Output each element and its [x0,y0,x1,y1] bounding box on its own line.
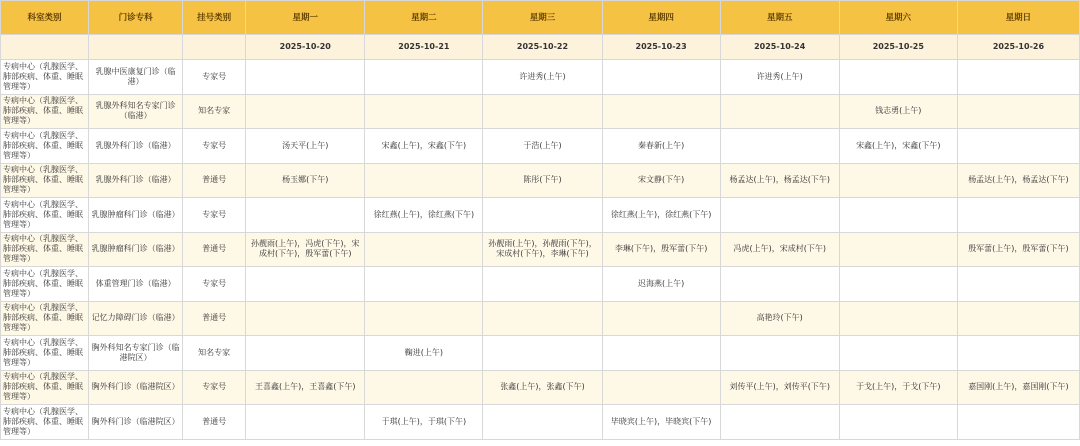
schedule-cell: 毕晓宾(上午)，毕晓宾(下午) [602,405,720,440]
date-fri: 2025-10-24 [720,35,839,60]
dept-cell: 专病中心（乳腺医学、肺部疾病、体重、睡眠管理等） [1,198,89,233]
date-row [1,35,1080,60]
schedule-body [1,60,1080,440]
date-blank [89,35,183,60]
type-cell: 专家号 [183,267,246,302]
schedule-cell: 冯虎(上午)，宋成村(下午) [720,232,839,267]
schedule-cell [957,129,1079,164]
table-row [1,129,1080,164]
type-cell: 专家号 [183,370,246,405]
schedule-cell [483,301,602,336]
date-sat: 2025-10-25 [839,35,957,60]
dept-cell: 专病中心（乳腺医学、肺部疾病、体重、睡眠管理等） [1,336,89,371]
dept-cell: 专病中心（乳腺医学、肺部疾病、体重、睡眠管理等） [1,405,89,440]
dept-cell: 专病中心（乳腺医学、肺部疾病、体重、睡眠管理等） [1,301,89,336]
clinic-cell: 记忆力障碍门诊（临港） [89,301,183,336]
schedule-cell: 宋文静(下午) [602,163,720,198]
schedule-cell [720,405,839,440]
table-row [1,267,1080,302]
clinic-cell: 乳腺肿瘤科门诊（临港） [89,198,183,233]
schedule-cell [839,405,957,440]
date-wed: 2025-10-22 [483,35,602,60]
schedule-cell: 孙靓雨(上午)，孙靓雨(下午)，宋成村(下午)，李琳(下午) [483,232,602,267]
dept-cell: 专病中心（乳腺医学、肺部疾病、体重、睡眠管理等） [1,370,89,405]
schedule-cell [720,198,839,233]
date-sun: 2025-10-26 [957,35,1079,60]
schedule-cell [602,336,720,371]
schedule-cell [839,198,957,233]
schedule-cell: 钱志勇(上午) [839,94,957,129]
clinic-cell: 乳腺外科门诊（临港） [89,129,183,164]
table-row [1,198,1080,233]
header-day-tue: 星期二 [365,1,483,35]
table-row [1,370,1080,405]
schedule-cell [483,405,602,440]
schedule-cell [839,163,957,198]
dept-cell: 专病中心（乳腺医学、肺部疾病、体重、睡眠管理等） [1,94,89,129]
schedule-cell: 杨玉娜(下午) [246,163,365,198]
schedule-cell: 嘉国刚(上午)，嘉国刚(下午) [957,370,1079,405]
header-day-sun: 星期日 [957,1,1079,35]
schedule-cell: 王喜鑫(上午)，王喜鑫(下午) [246,370,365,405]
header-day-wed: 星期三 [483,1,602,35]
schedule-cell: 许进秀(上午) [483,60,602,95]
schedule-cell [483,267,602,302]
clinic-cell: 乳腺外科门诊（临港） [89,163,183,198]
schedule-cell: 于琪(上午)，于琪(下午) [365,405,483,440]
schedule-cell: 鞠进(上午) [365,336,483,371]
schedule-cell [365,301,483,336]
schedule-cell [839,60,957,95]
schedule-cell: 殷军蕾(上午)，殷军蕾(下午) [957,232,1079,267]
type-cell: 专家号 [183,60,246,95]
date-thu: 2025-10-23 [602,35,720,60]
clinic-cell: 乳腺肿瘤科门诊（临港） [89,232,183,267]
schedule-cell [957,94,1079,129]
clinic-cell: 胸外科门诊（临港院区） [89,405,183,440]
dept-cell: 专病中心（乳腺医学、肺部疾病、体重、睡眠管理等） [1,129,89,164]
schedule-cell [957,336,1079,371]
schedule-cell [839,336,957,371]
header-day-thu: 星期四 [602,1,720,35]
schedule-cell: 于浩(上午) [483,129,602,164]
clinic-cell: 胸外科门诊（临港院区） [89,370,183,405]
schedule-cell [246,301,365,336]
schedule-cell: 于戈(上午)，于戈(下午) [839,370,957,405]
dept-cell: 专病中心（乳腺医学、肺部疾病、体重、睡眠管理等） [1,163,89,198]
schedule-cell: 孙靓雨(上午)，冯虎(下午)，宋成村(下午)，殷军蕾(下午) [246,232,365,267]
schedule-cell: 许进秀(上午) [720,60,839,95]
schedule-cell [602,60,720,95]
table-row [1,94,1080,129]
header-type: 挂号类别 [183,1,246,35]
header-day-mon: 星期一 [246,1,365,35]
schedule-cell [246,60,365,95]
schedule-cell: 汤天平(上午) [246,129,365,164]
schedule-cell [365,370,483,405]
schedule-cell [365,60,483,95]
type-cell: 专家号 [183,129,246,164]
clinic-cell: 胸外科知名专家门诊（临港院区） [89,336,183,371]
header-clinic: 门诊专科 [89,1,183,35]
dept-cell: 专病中心（乳腺医学、肺部疾病、体重、睡眠管理等） [1,60,89,95]
clinic-cell: 体重管理门诊（临港） [89,267,183,302]
type-cell: 普通号 [183,301,246,336]
schedule-cell [246,198,365,233]
type-cell: 普通号 [183,405,246,440]
schedule-cell [483,94,602,129]
table-row [1,405,1080,440]
schedule-cell [365,163,483,198]
schedule-cell [839,301,957,336]
schedule-cell [365,267,483,302]
schedule-cell [839,267,957,302]
type-cell: 知名专家 [183,336,246,371]
schedule-cell [483,198,602,233]
schedule-cell: 徐红燕(上午)，徐红燕(下午) [365,198,483,233]
table-row [1,232,1080,267]
type-cell: 普通号 [183,232,246,267]
schedule-cell [720,94,839,129]
date-mon: 2025-10-20 [246,35,365,60]
schedule-cell [957,405,1079,440]
schedule-cell [246,94,365,129]
schedule-cell: 张鑫(上午)，张鑫(下午) [483,370,602,405]
schedule-cell [365,94,483,129]
schedule-cell [483,336,602,371]
schedule-cell: 高艳玲(下午) [720,301,839,336]
schedule-cell [957,198,1079,233]
schedule-cell: 陈彤(下午) [483,163,602,198]
schedule-cell [246,336,365,371]
header-row [1,1,1080,35]
header-day-fri: 星期五 [720,1,839,35]
schedule-cell [365,232,483,267]
dept-cell: 专病中心（乳腺医学、肺部疾病、体重、睡眠管理等） [1,232,89,267]
schedule-cell: 杨孟达(上午)，杨孟达(下午) [720,163,839,198]
schedule-cell [602,94,720,129]
type-cell: 普通号 [183,163,246,198]
table-row [1,301,1080,336]
schedule-cell [602,370,720,405]
date-blank [1,35,89,60]
clinic-cell: 乳腺外科知名专家门诊（临港） [89,94,183,129]
schedule-cell: 秦春新(上午) [602,129,720,164]
schedule-cell [720,336,839,371]
header-dept: 科室类别 [1,1,89,35]
table-row [1,163,1080,198]
table-row [1,336,1080,371]
schedule-cell: 杨孟达(上午)，杨孟达(下午) [957,163,1079,198]
schedule-cell: 宋鑫(上午)，宋鑫(下午) [365,129,483,164]
schedule-cell [957,267,1079,302]
table-row [1,60,1080,95]
schedule-cell: 刘传平(上午)，刘传平(下午) [720,370,839,405]
schedule-cell [246,405,365,440]
header-day-sat: 星期六 [839,1,957,35]
schedule-cell: 李琳(下午)，殷军蕾(下午) [602,232,720,267]
date-tue: 2025-10-21 [365,35,483,60]
schedule-cell [602,301,720,336]
type-cell: 专家号 [183,198,246,233]
schedule-cell [957,60,1079,95]
schedule-cell [839,232,957,267]
schedule-cell [957,301,1079,336]
date-blank [183,35,246,60]
dept-cell: 专病中心（乳腺医学、肺部疾病、体重、睡眠管理等） [1,267,89,302]
schedule-cell: 徐红燕(上午)，徐红燕(下午) [602,198,720,233]
clinic-cell: 乳腺中医康复门诊（临港） [89,60,183,95]
schedule-cell: 迟海燕(上午) [602,267,720,302]
schedule-cell [720,129,839,164]
schedule-cell [720,267,839,302]
schedule-cell [246,267,365,302]
schedule-cell: 宋鑫(上午)，宋鑫(下午) [839,129,957,164]
type-cell: 知名专家 [183,94,246,129]
